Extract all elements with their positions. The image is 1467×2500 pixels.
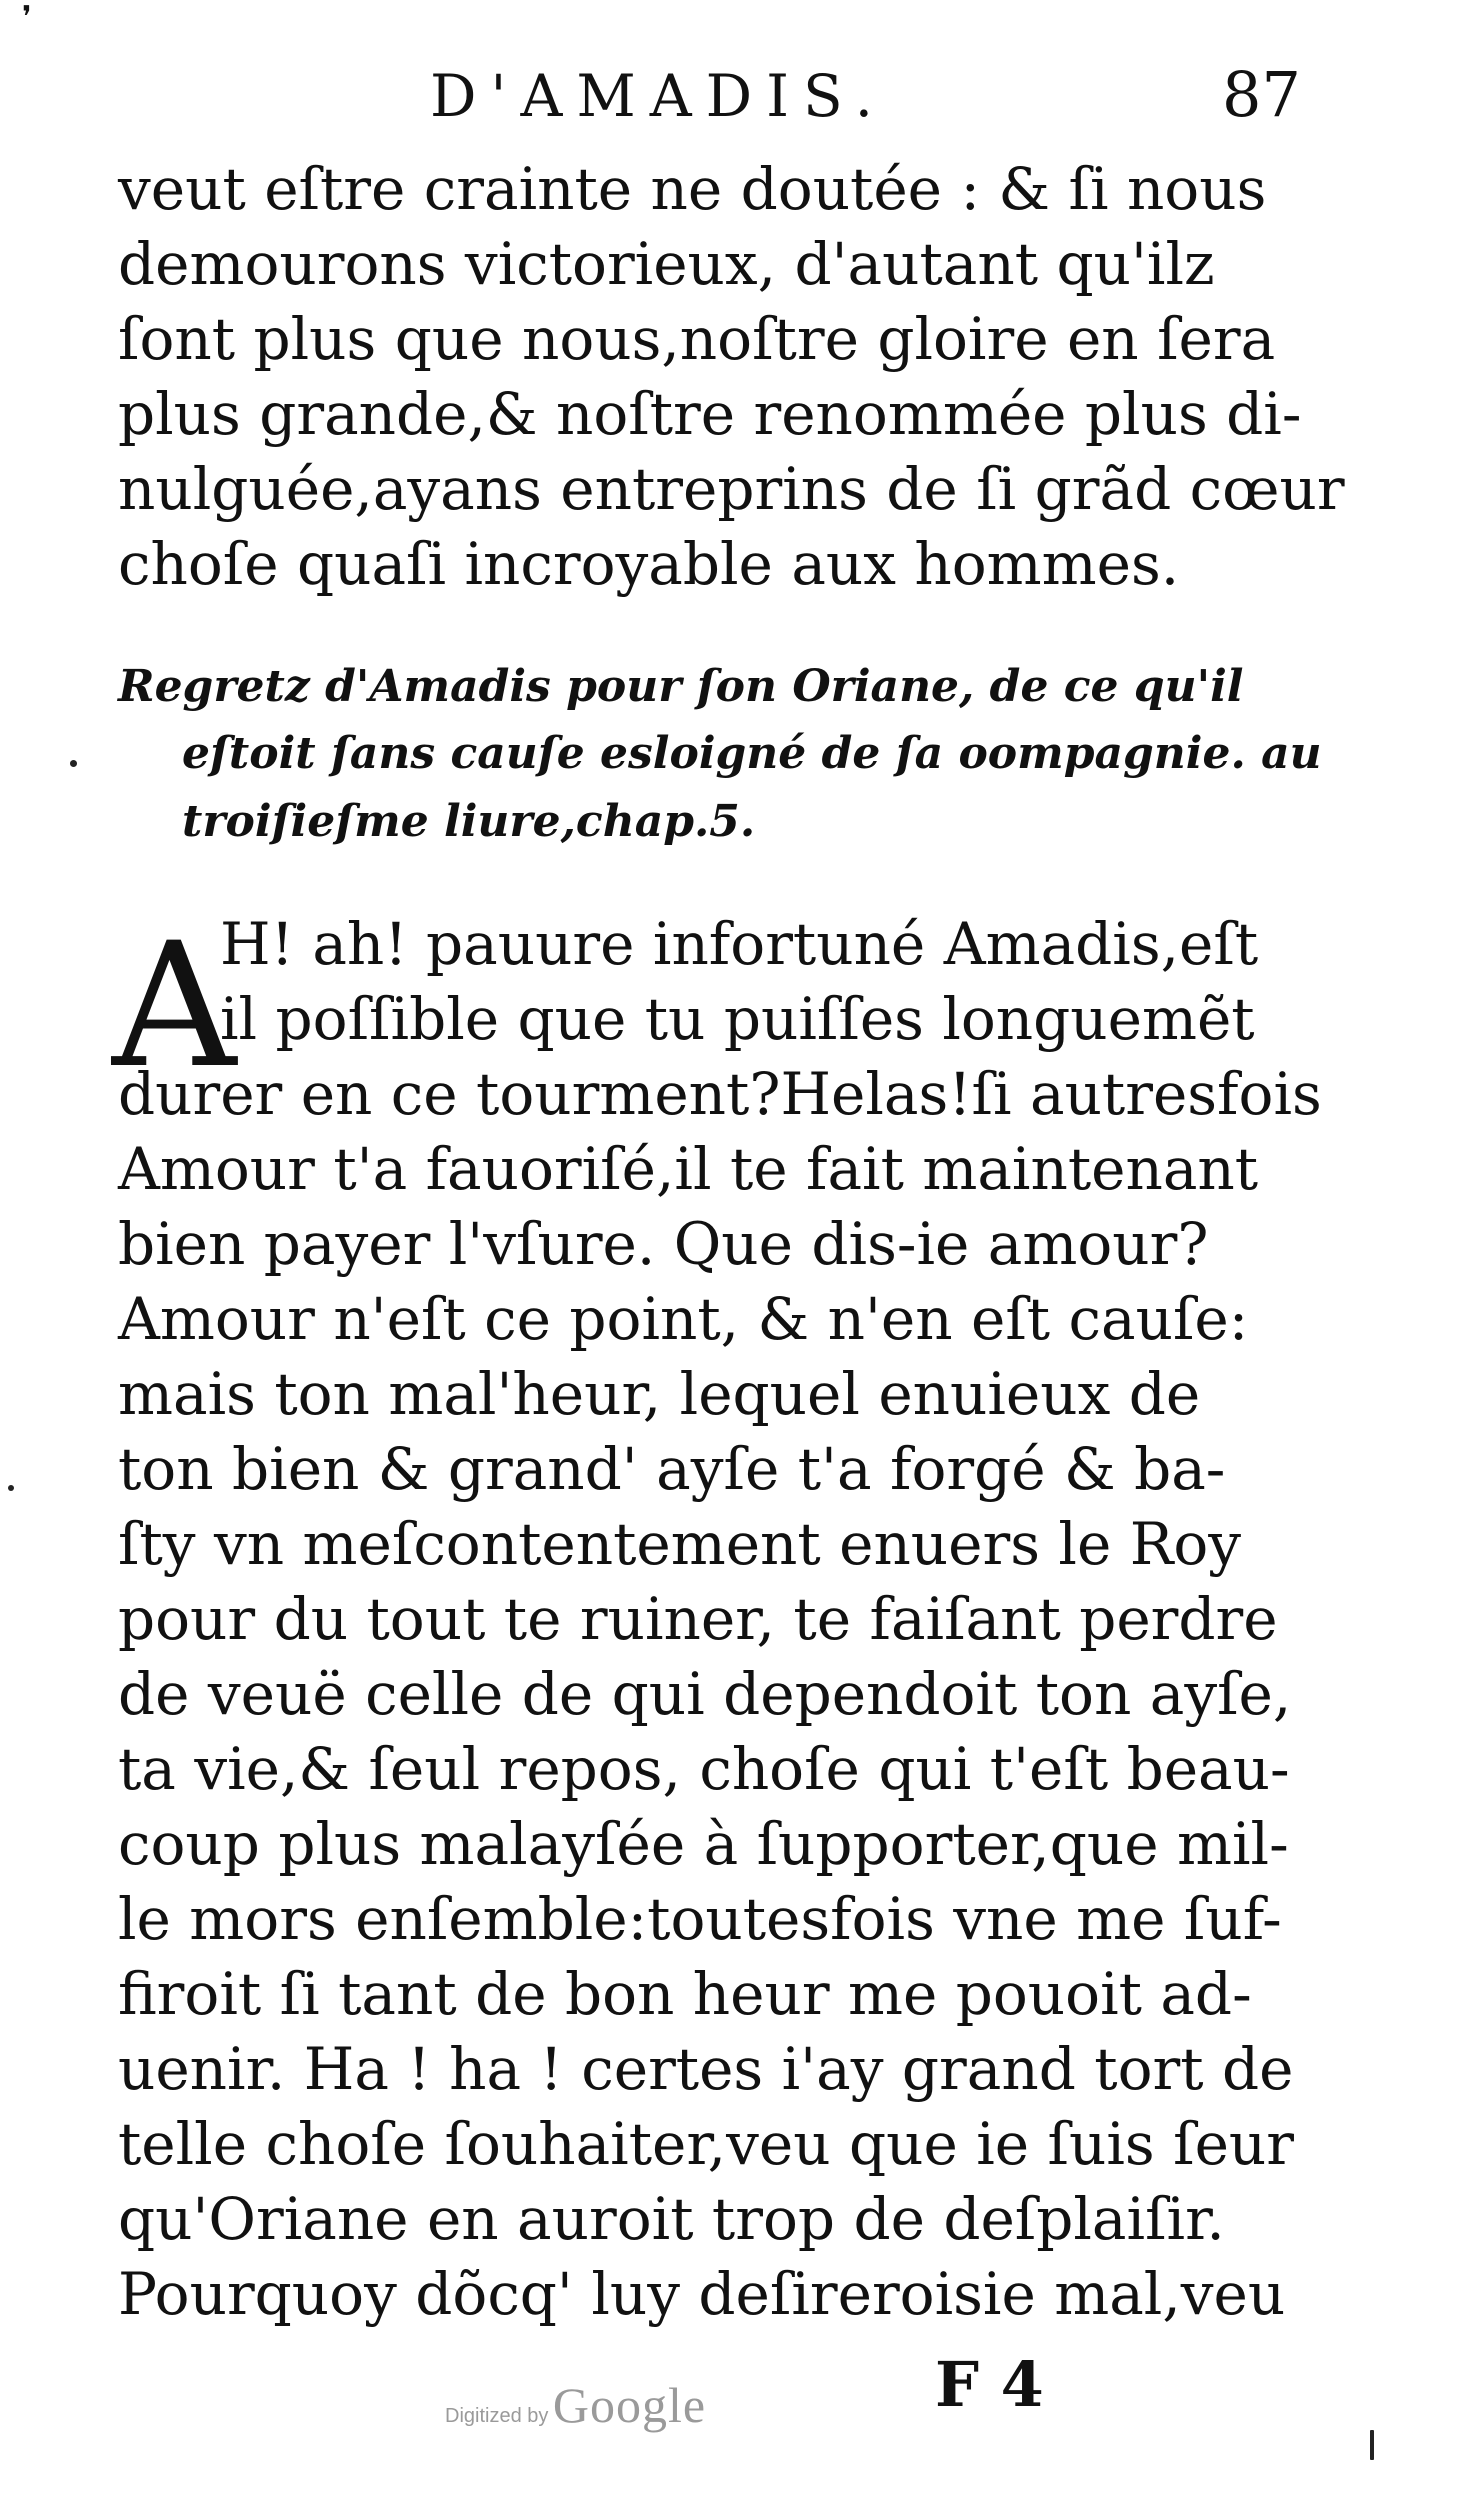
body-line-17: telle choſe ſouhaiter,veu que ie ſuis ſeur: [118, 2110, 1295, 2178]
text-line-6: choſe quaſi incroyable aux hommes.: [118, 530, 1180, 598]
corner-mark: ❜: [22, 0, 32, 35]
chapter-heading-line-3: troiſieſme liure,chap.5.: [182, 796, 756, 847]
chapter-heading-line-1: Regretz d'Amadis pour ſon Oriane, de ce qu'il: [118, 661, 1244, 712]
text-line-3: ſont plus que nous,noſtre gloire en ſera: [118, 305, 1276, 373]
scan-speck: [8, 1485, 14, 1491]
body-line-6: Amour n'eſt ce point, & n'en eſt cauſe:: [118, 1285, 1249, 1353]
body-line-1: H! ah! pauure infortuné Amadis,eſt: [220, 910, 1259, 978]
body-line-4: Amour t'a fauoriſé,il te fait maintenant: [118, 1135, 1259, 1203]
body-line-5: bien payer l'vſure. Que dis-ie amour?: [118, 1210, 1209, 1278]
watermark-brand: Google: [552, 2377, 707, 2433]
body-line-18: qu'Oriane en auroit trop de deſplaiſir.: [118, 2185, 1225, 2253]
drop-cap: A: [112, 905, 237, 1106]
body-line-14: le mors enſemble:toutesfois vne me ſuf-: [118, 1885, 1282, 1953]
body-line-3: durer en ce tourment?Helas!ſi autresfois: [118, 1060, 1322, 1128]
signature-mark: F 4: [935, 2348, 1044, 2421]
body-line-2: il poſſible que tu puiſſes longuemẽt: [220, 985, 1255, 1053]
watermark-prefix: Digitized by: [445, 2405, 549, 2427]
body-line-7: mais ton mal'heur, lequel enuieux de: [118, 1360, 1201, 1428]
page-number: 87: [1222, 58, 1301, 131]
text-line-5: nulguée,ayans entreprins de ſi grãd cœur: [118, 455, 1345, 523]
running-head: D'AMADIS.: [430, 62, 888, 130]
body-line-19: Pourquoy dõcq' luy deſireroisie mal,veu: [118, 2260, 1286, 2328]
body-line-9: ſty vn meſcontentement enuers le Roy: [118, 1510, 1242, 1578]
text-line-2: demourons victorieux, d'autant qu'ilz: [118, 230, 1215, 298]
body-line-13: coup plus malayſée à ſupporter,que mil-: [118, 1810, 1289, 1878]
scan-speck: [70, 760, 77, 767]
text-line-4: plus grande,& noſtre renommée plus di-: [118, 380, 1302, 448]
body-line-8: ton bien & grand' ayſe t'a forgé & ba-: [118, 1435, 1226, 1503]
body-line-11: de veuë celle de qui dependoit ton ayſe,: [118, 1660, 1292, 1728]
body-line-15: firoit ſi tant de bon heur me pouoit ad-: [118, 1960, 1252, 2028]
body-line-16: uenir. Ha ! ha ! certes i'ay grand tort de: [118, 2035, 1294, 2103]
scan-speck: [1370, 2430, 1374, 2460]
text-line-1: veut eſtre crainte ne doutée : & ſi nous: [118, 155, 1267, 223]
chapter-heading-line-2: eſtoit ſans cauſe esloigné de ſa oompagnie. au: [182, 728, 1322, 779]
body-line-12: ta vie,& ſeul repos, choſe qui t'eſt beau-: [118, 1735, 1290, 1803]
body-line-10: pour du tout te ruiner, te faiſant perdre: [118, 1585, 1278, 1653]
digitized-watermark: [445, 2376, 706, 2434]
